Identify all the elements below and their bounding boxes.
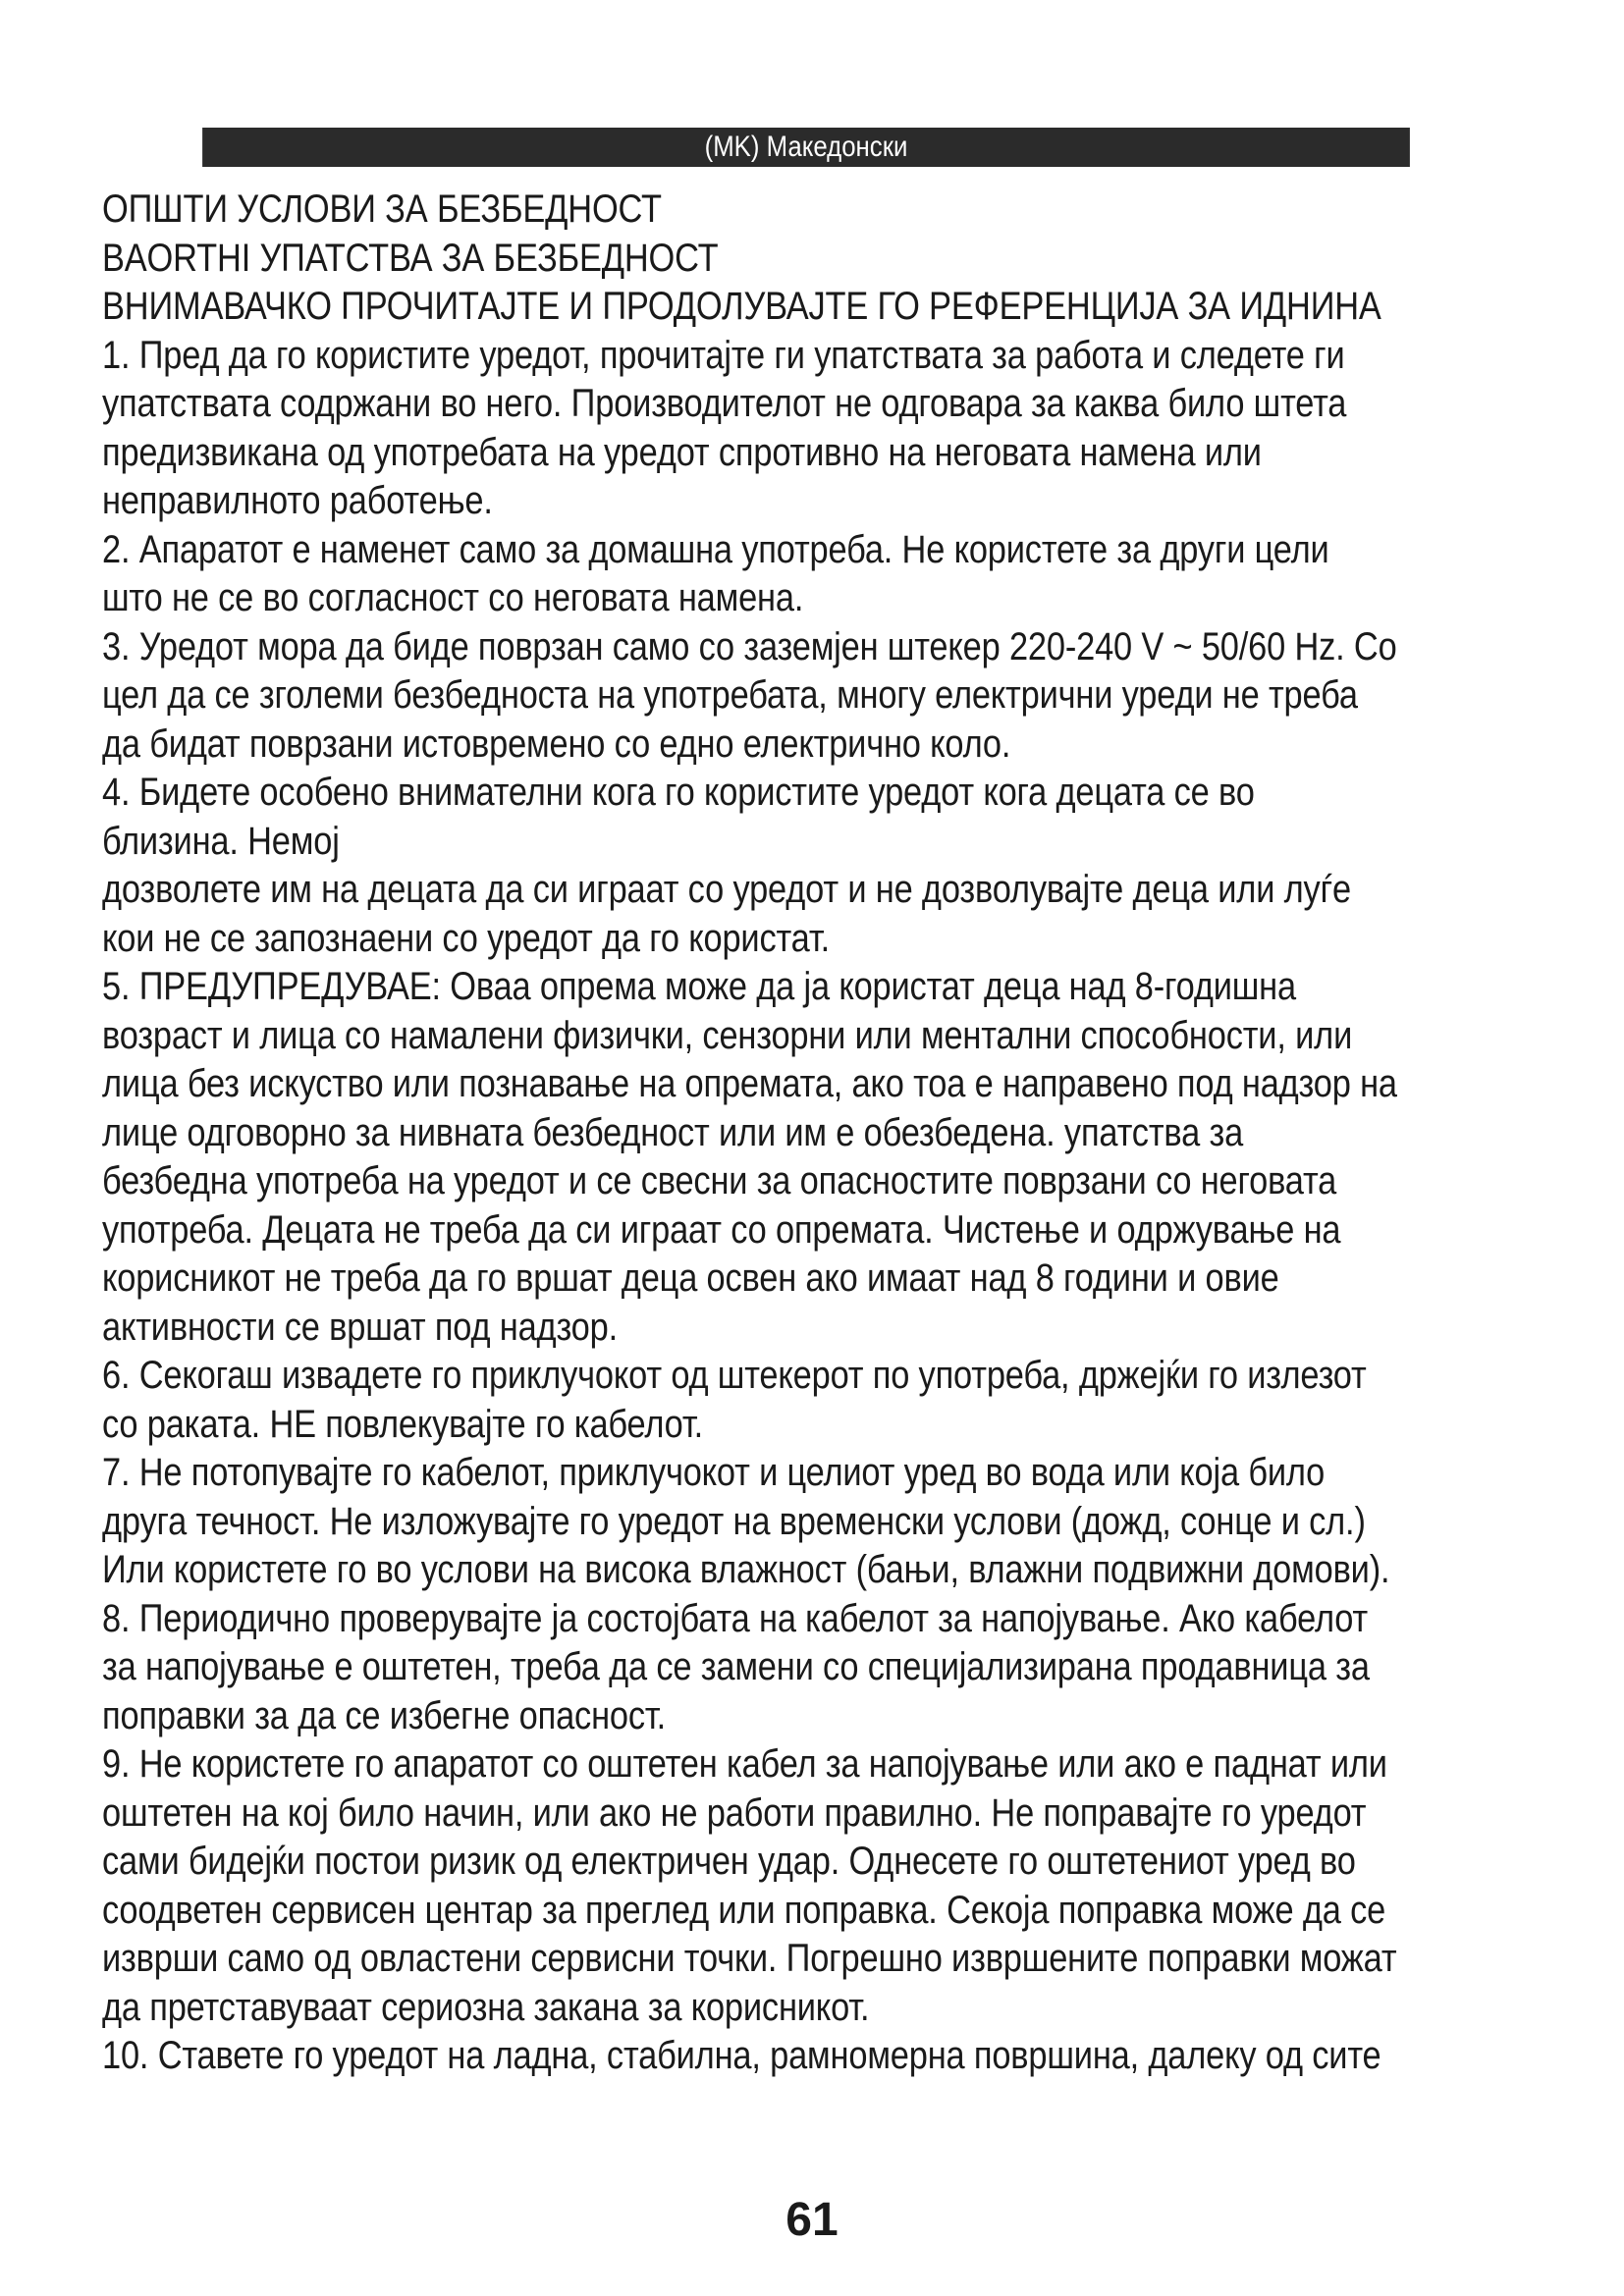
text-line: за напојување е оштетен, треба да се замени со специјализирана продавница за: [102, 1645, 1370, 1688]
text-line: оштетен на кој било начин, или ако не работи правилно. Не поправајте го уредот: [102, 1790, 1367, 1835]
text-line: употреба. Децата не треба да си играат со опремата. Чистење и одржување на: [102, 1207, 1341, 1252]
text-line: неправилното работење.: [102, 479, 493, 522]
text-line: со раката. НЕ повлекувајте го кабелот.: [102, 1402, 704, 1446]
text-line: корисникот не треба да го вршат деца освен ако имаат над 8 години и овие: [102, 1256, 1279, 1300]
text-line: да бидат поврзани истовремено со едно електрично коло.: [102, 721, 1011, 766]
text-line: 5. ПРЕДУПРЕДУВАЕ: Оваа опрема може да ја користат деца над 8-годишна: [102, 965, 1296, 1008]
text-line: изврши само од овластени сервисни точки. Погрешно извршените поправки можат: [102, 1937, 1397, 1980]
language-label: (MK) Македонски: [704, 131, 908, 163]
text-line: да претставуваат сериозна закана за корисникот.: [102, 1985, 870, 2029]
text-line: дозволете им на децата да си играат со уредот и не дозволувајте деца или луѓе: [102, 868, 1351, 911]
text-line: близина. Немој: [102, 819, 340, 863]
heading-general-safety: ОПШТИ УСЛОВИ ЗА БЕЗБЕДНОСТ: [102, 187, 662, 231]
text-line: цел да се зголеми безбедноста на употребата, многу електрични уреди не треба: [102, 673, 1358, 717]
text-line: 10. Ставете го уредот на ладна, стабилна, рамномерна површина, далеку од сите: [102, 2034, 1381, 2077]
text-line: што не се во согласност со неговата намена.: [102, 576, 804, 619]
text-line: Или користете го во услови на висока влажност (бањи, влажни подвижни домови).: [102, 1548, 1390, 1591]
document-body: [102, 186, 1516, 2081]
text-line: кои не се запознаени со уредот да го користат.: [102, 916, 831, 960]
text-line: возраст и лица со намалени физички, сензорни или ментални способности, или: [102, 1013, 1353, 1057]
text-line: лица без искуство или познавање на опремата, ако тоа е направено под надзор на: [102, 1062, 1397, 1105]
language-header-bar: [202, 128, 1410, 167]
page-number: 61: [785, 2194, 839, 2246]
text-line: 3. Уредот мора да биде поврзан само со заземјен штекер 220-240 V ~ 50/60 Hz. Со: [102, 624, 1397, 668]
text-line: 4. Бидете особено внимателни кога го користите уредот кога децата се во: [102, 771, 1255, 814]
text-line: соодветен сервисен центар за преглед или поправка. Секоја поправка може да се: [102, 1888, 1386, 1932]
text-line: поправки за да се избегне опасност.: [102, 1693, 667, 1737]
text-line: 2. Апаратот е наменет само за домашна употреба. Не користете за други цели: [102, 527, 1329, 571]
text-line: 1. Пред да го користите уредот, прочитајте ги упатствата за работа и следете ги: [102, 333, 1345, 377]
text-line: 7. Не потопувајте го кабелот, приклучокот и целиот уред во вода или која било: [102, 1451, 1326, 1494]
text-line: 8. Периодично проверувајте ја состојбата на кабелот за напојување. Ако кабелот: [102, 1596, 1369, 1640]
text-line: упатствата содржани во него. Производителот не одговара за каква било штета: [102, 382, 1347, 425]
text-line: 6. Секогаш извадете го приклучокот од штекерот по употреба, држејќи го излезот: [102, 1354, 1367, 1397]
text-line: предизвикана од употребата на уредот спротивно на неговата намена или: [102, 430, 1262, 474]
text-line: безбедна употреба на уредот и се свесни за опасностите поврзани со неговата: [102, 1159, 1337, 1202]
heading-read-carefully: ВНИМАВАЧКО ПРОЧИТАЈТЕ И ПРОДОЛУВАЈТЕ ГО РЕФЕРЕНЦИЈА ЗА ИДНИНА: [102, 285, 1381, 328]
text-line: сами бидејќи постои ризик од електричен удар. Однесете го оштетениот уред во: [102, 1840, 1356, 1883]
text-line: 9. Не користете го апаратот со оштетен кабел за напојување или ако е паднат или: [102, 1742, 1387, 1786]
text-line: активности се вршат под надзор.: [102, 1305, 618, 1349]
text-line: друга течност. Не изложувајте го уредот на временски услови (дожд, сонце и сл.): [102, 1499, 1366, 1543]
heading-safety-instructions: BAORTHI УПАТСТВА ЗА БЕЗБЕДНОСТ: [102, 236, 719, 280]
text-line: лице одговорно за нивната безбедност или им е обезбедена. упатства за: [102, 1110, 1244, 1154]
